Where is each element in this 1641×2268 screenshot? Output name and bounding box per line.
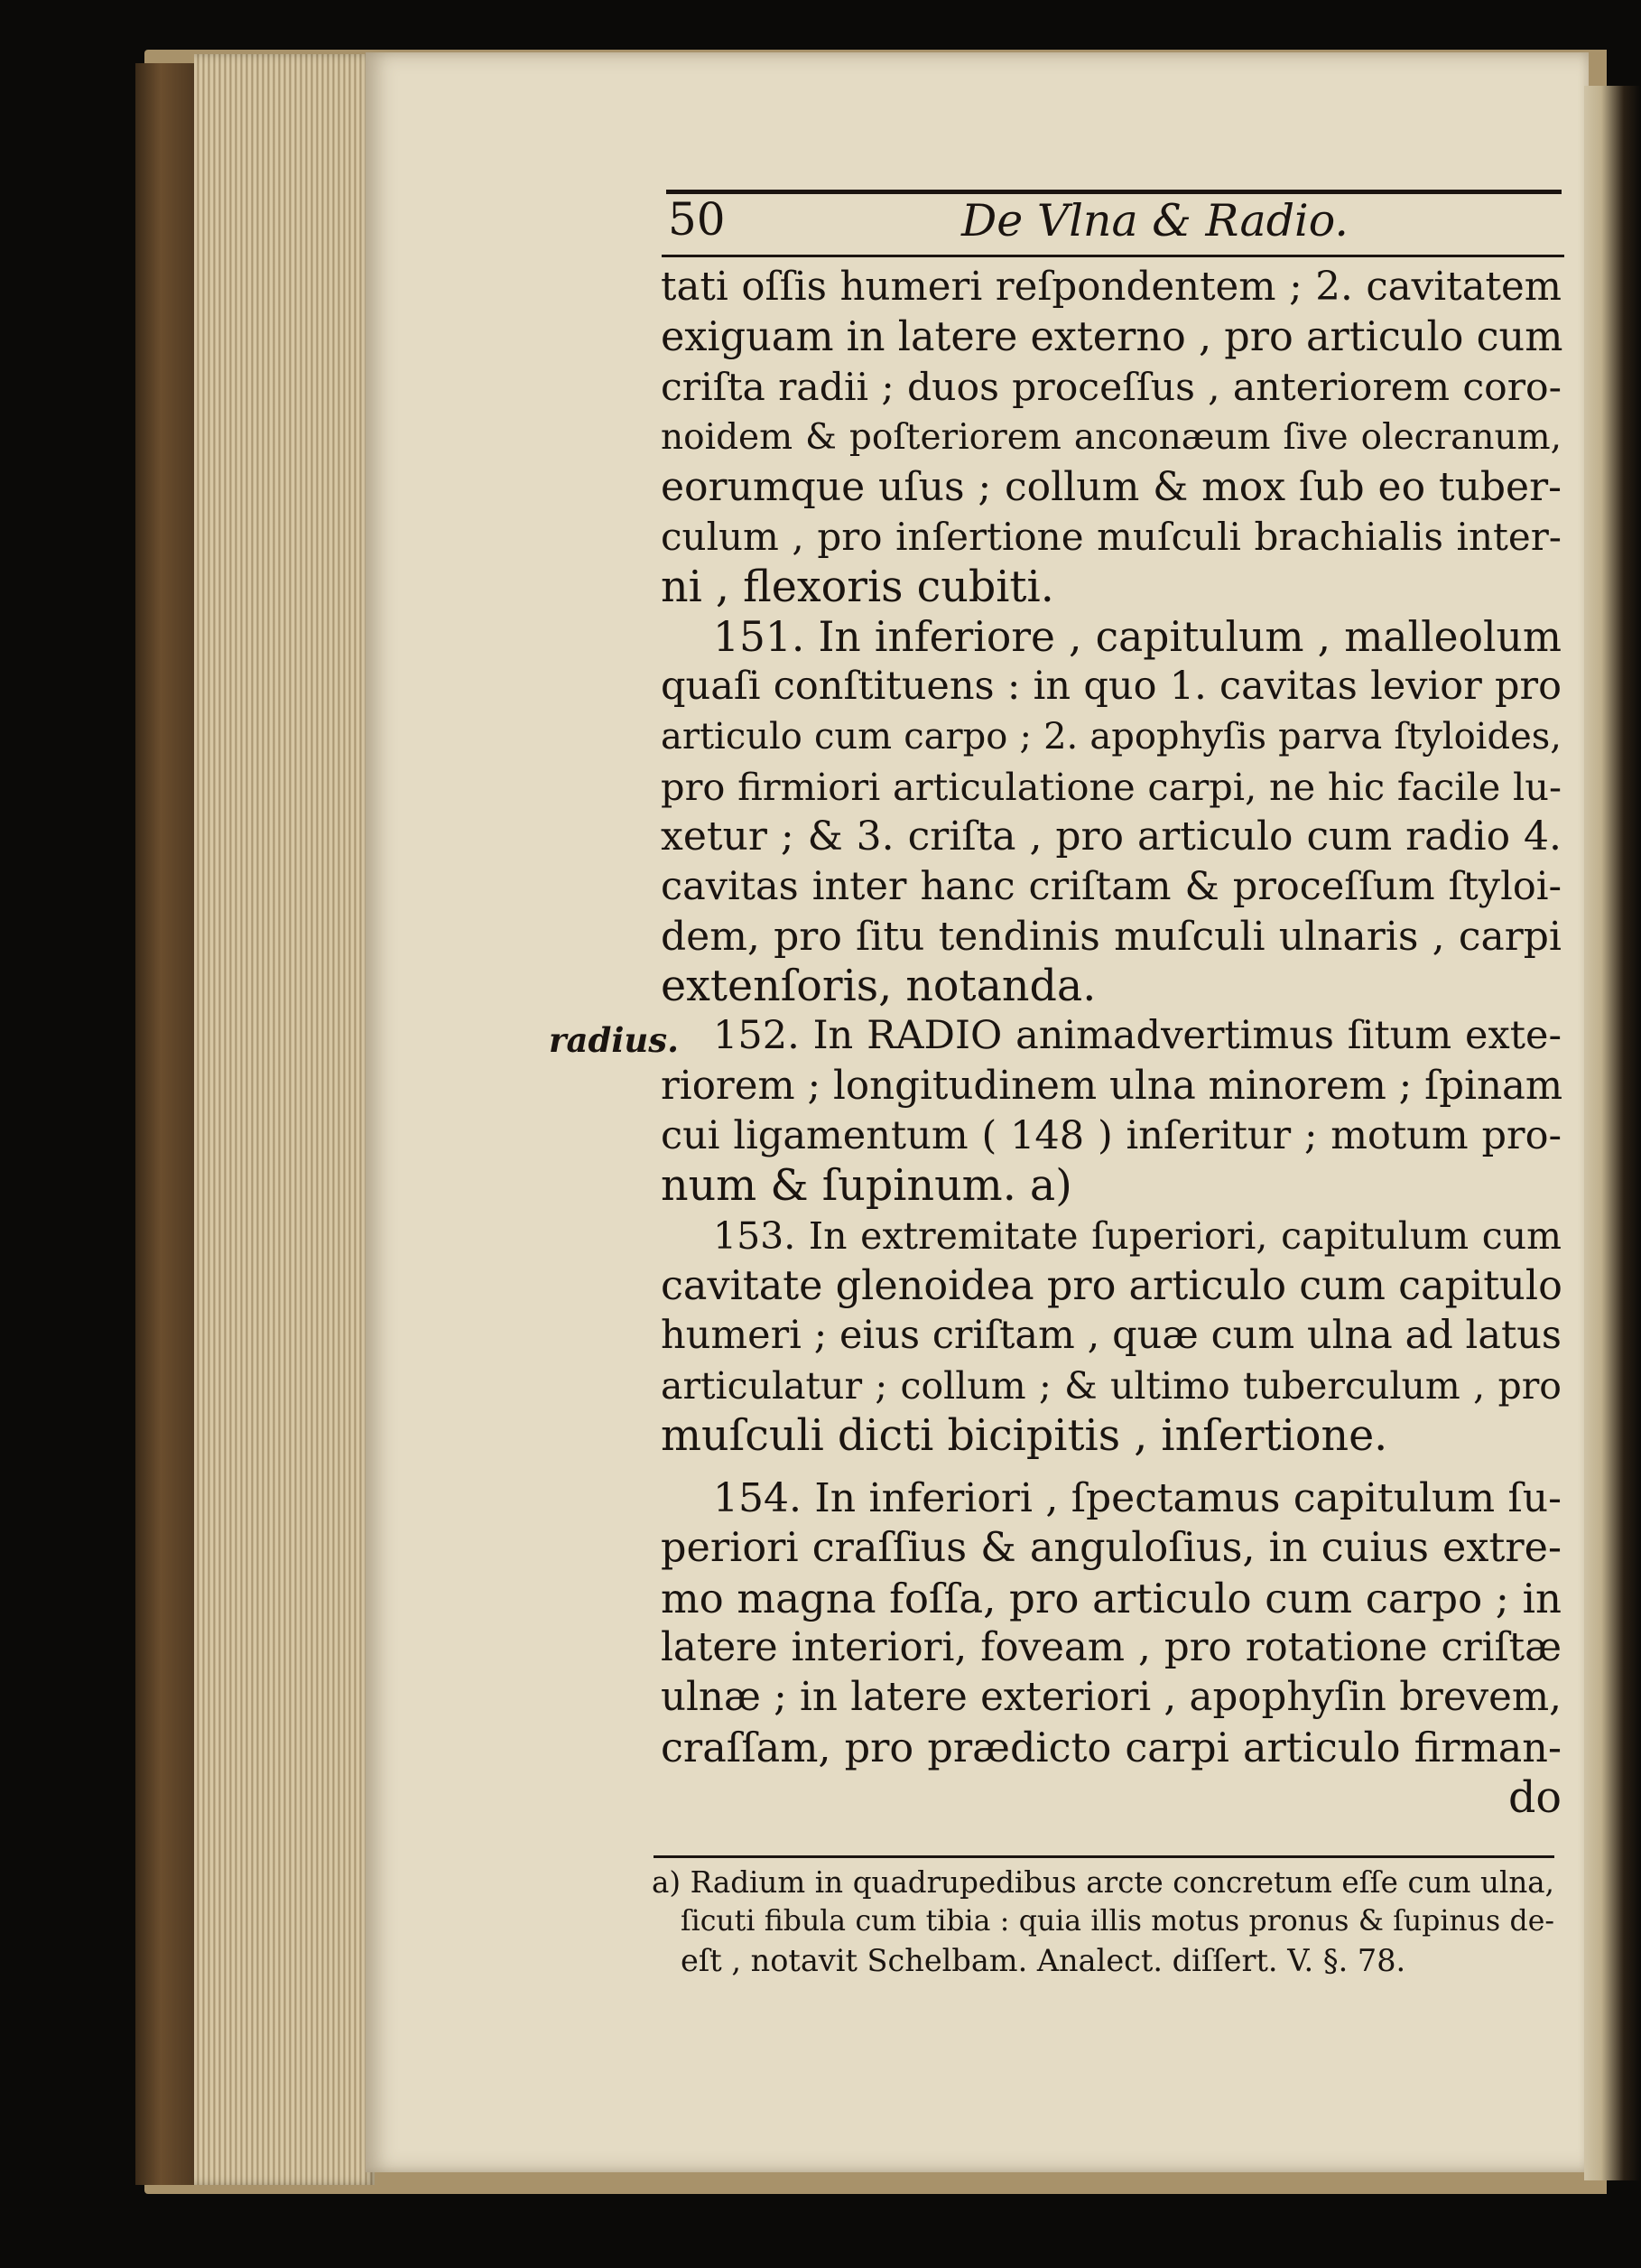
text-line: pro firmiori articulatione carpi, ne hic facile lu-	[661, 764, 1562, 809]
text-line: quaſi conſtituens : in quo 1. cavitas levior pro	[661, 664, 1562, 710]
header-bottom-rule	[662, 255, 1564, 257]
text-line: ni , flexoris cubiti.	[661, 562, 1054, 612]
facing-page-edge	[1584, 86, 1641, 2180]
body-text	[661, 263, 1562, 1823]
footnote-line: a) Radium in quadrupedibus arcte concretum eſſe cum ulna,	[652, 1865, 1554, 1900]
text-line: ulnæ ; in latere exteriori , apophyſin brevem,	[661, 1675, 1562, 1721]
catchword: do	[1507, 1772, 1562, 1823]
text-line: latere interiori, foveam , pro rotatione criſtæ	[661, 1625, 1562, 1671]
text-line: dem, pro ſitu tendinis muſculi ulnaris , carpi	[661, 913, 1562, 960]
footnote-line: eſt , notavit Schelbam. Analect. diſſert. V. §. 78.	[681, 1943, 1406, 1978]
text-line: cui ligamentum ( 148 ) inſeritur ; motum pro-	[661, 1113, 1562, 1159]
text-line: criſta radii ; duos proceſſus , anteriorem coro-	[661, 365, 1562, 410]
text-line: tati oſſis humeri reſpondentem ; 2. cavitatem	[661, 265, 1562, 310]
paragraph-154-line: 154. In inferiori , ſpectamus capitulum ſu-	[713, 1475, 1562, 1522]
text-line: culum , pro inſertione muſculi brachialis inter-	[661, 515, 1562, 560]
page-number: 50	[668, 193, 726, 246]
text-line: muſculi dicti bicipitis , inſertione.	[661, 1410, 1388, 1461]
text-line: articulo cum carpo ; 2. apophyſis parva ſtyloides,	[661, 715, 1562, 758]
text-line: exiguam in latere externo , pro articulo cum	[661, 314, 1563, 361]
footnote	[652, 1864, 1554, 1980]
text-line: riorem ; longitudinem ulna minorem ; ſpinam	[661, 1063, 1563, 1109]
paragraph-152-line: 152. In RADIO animadvertimus ſitum exte-	[713, 1013, 1562, 1059]
running-title: De Vlna & Radio.	[961, 195, 1349, 246]
binding-edge	[135, 63, 199, 2185]
paragraph-151-line: 151. In inferiore , capitulum , malleolum	[713, 613, 1562, 662]
paragraph-153-line: 153. In extremitate ſuperiori, capitulum cum	[713, 1213, 1562, 1258]
text-line: noidem & poſteriorem anconæum ſive olecranum,	[661, 416, 1562, 458]
page-edges	[194, 54, 375, 2185]
text-line: xetur ; & 3. criſta , pro articulo cum radio 4.	[661, 813, 1562, 860]
footnote-line: ſicuti fibula cum tibia : quia illis motus pronus & ſupinus de-	[681, 1905, 1554, 1938]
page-header	[659, 191, 1562, 251]
text-line: num & ſupinum. a)	[661, 1161, 1072, 1212]
text-line: articulatur ; collum ; & ultimo tuberculum , pro	[661, 1363, 1562, 1408]
text-line: mo magna foſſa, pro articulo cum carpo ; in	[661, 1574, 1562, 1622]
text-line: periori craſſius & anguloſius, in cuius extre-	[661, 1525, 1562, 1572]
margin-note: radius.	[549, 1020, 680, 1060]
text-line: eorumque uſus ; collum & mox ſub eo tuber-	[661, 464, 1562, 511]
text-line: cavitate glenoidea pro articulo cum capitulo	[661, 1262, 1562, 1309]
text-line: cavitas inter hanc criſtam & proceſſum ſtyloi-	[661, 863, 1562, 909]
text-line: extenſoris, notanda.	[661, 962, 1097, 1012]
text-line: craſſam, pro prædicto carpi articulo firman-	[661, 1724, 1562, 1771]
paragraph-gap	[661, 1461, 1562, 1473]
text-line: humeri ; eius criſtam , quæ cum ulna ad latus	[661, 1313, 1562, 1359]
footnote-rule	[654, 1855, 1554, 1858]
